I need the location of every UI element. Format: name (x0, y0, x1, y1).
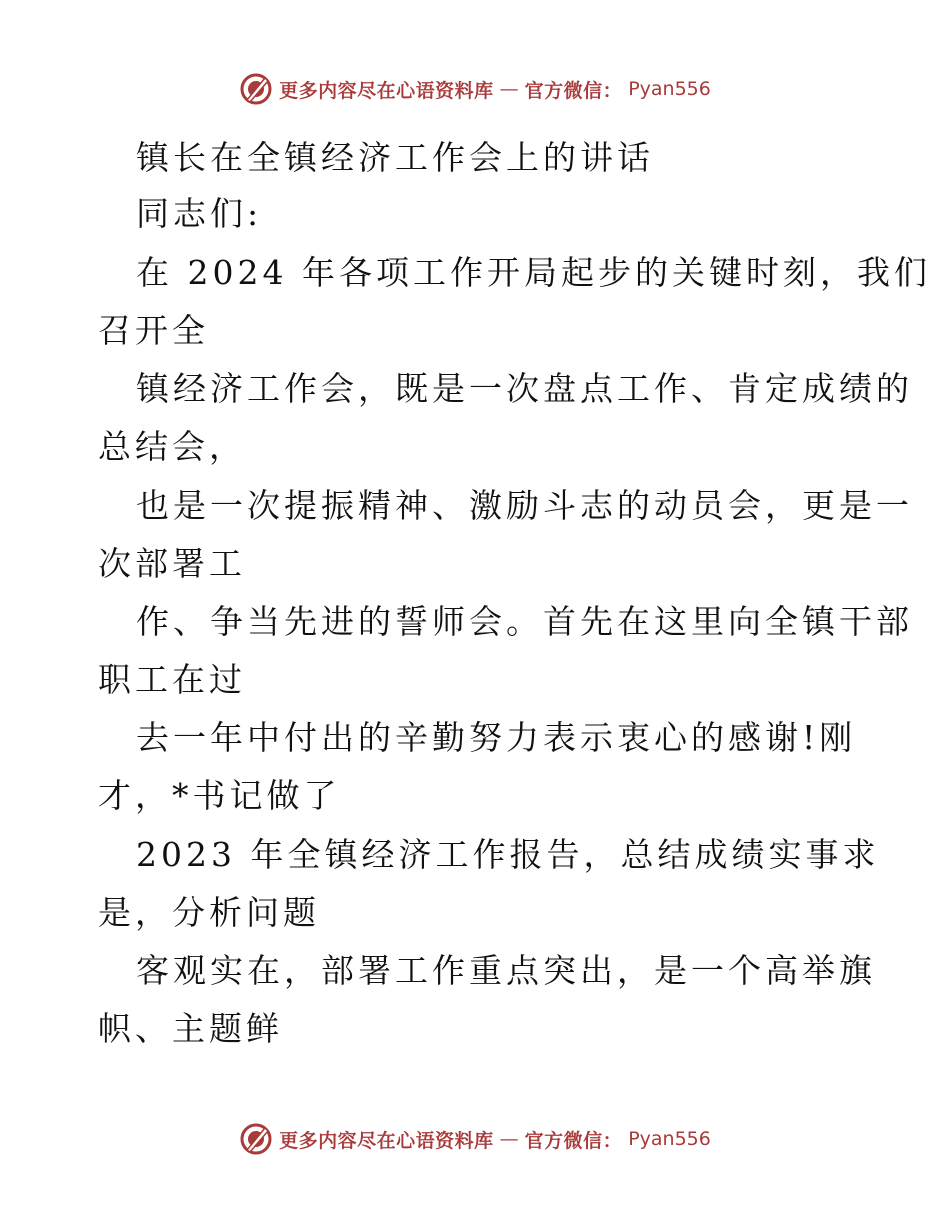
banner-site-text: 更多内容尽在心语资料库 (279, 1129, 494, 1152)
paragraph-line: 次部署工 (98, 544, 246, 583)
pen-logo-icon (239, 72, 273, 106)
paragraph-line: 职工在过 (98, 660, 246, 699)
paragraph-line: 召开全 (98, 311, 209, 350)
paragraph-line: 才，*书记做了 (98, 776, 341, 815)
greeting: 同志们: (136, 194, 263, 233)
banner-dash: — (499, 78, 519, 100)
banner-dash: — (499, 1128, 519, 1150)
paragraph-line: 也是一次提振精神、激励斗志的动员会，更是一 (136, 486, 913, 525)
paragraph-line: 客观实在，部署工作重点突出，是一个高举旗 (136, 951, 876, 990)
banner-wechat-id: Pyan556 (628, 78, 711, 100)
paragraph-line: 总结会， (98, 427, 246, 466)
pen-logo-icon (239, 1122, 273, 1156)
paragraph-line: 镇经济工作会，既是一次盘点工作、肯定成绩的 (136, 369, 913, 408)
banner-wechat-label: 官方微信： (524, 1129, 623, 1152)
header-watermark-banner (0, 72, 950, 106)
paragraph-line: 作、争当先进的誓师会。首先在这里向全镇干部 (136, 602, 913, 641)
footer-watermark-banner (0, 1122, 950, 1156)
document-title: 镇长在全镇经济工作会上的讲话 (136, 138, 654, 177)
banner-wechat-id: Pyan556 (628, 1128, 711, 1150)
paragraph-line: 2023 年全镇经济工作报告，总结成绩实事求 (136, 835, 880, 874)
paragraph-line: 去一年中付出的辛勤努力表示衷心的感谢!刚 (136, 718, 857, 757)
paragraph-line: 帜、主题鲜 (98, 1009, 283, 1048)
paragraph-line: 在 2024 年各项工作开局起步的关键时刻，我们 (136, 253, 931, 292)
banner-wechat-label: 官方微信： (524, 79, 623, 102)
banner-site-text: 更多内容尽在心语资料库 (279, 79, 494, 102)
paragraph-line: 是，分析问题 (98, 893, 320, 932)
